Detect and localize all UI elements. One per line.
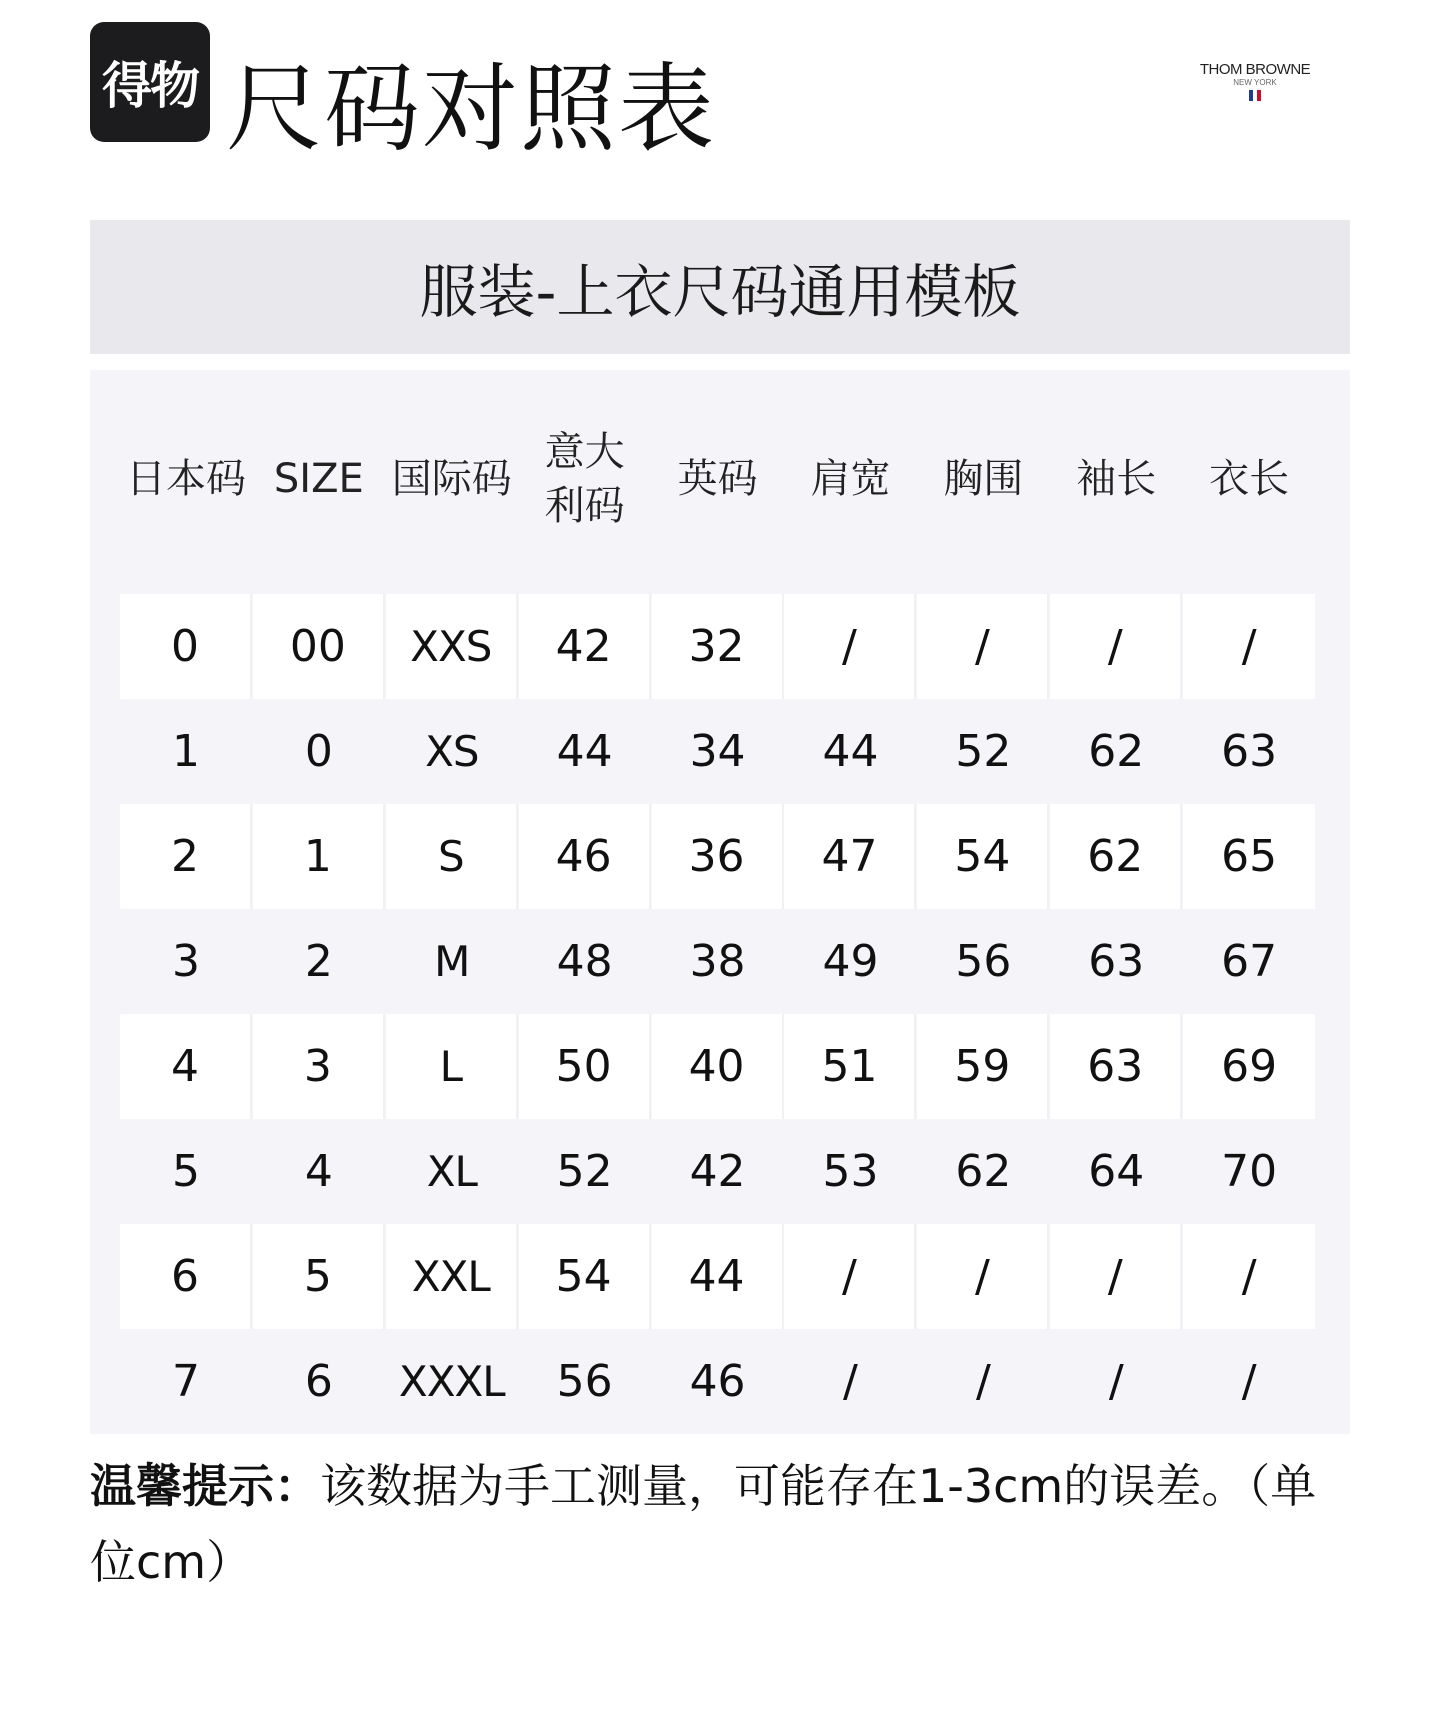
table-cell: / (784, 1224, 916, 1329)
table-cell: 62 (1050, 804, 1182, 909)
table-row (120, 804, 1316, 909)
table-cell: 62 (1088, 726, 1145, 777)
size-table (90, 370, 1350, 1434)
table-cell: 63 (1050, 1014, 1182, 1119)
tip-label: 温馨提示： (90, 1459, 320, 1513)
brand-sub: NEW YORK (1233, 78, 1277, 87)
table-cell: 5 (172, 1146, 200, 1197)
tip-text: 该数据为手工测量，可能存在1-3cm的误差。（单位cm） (90, 1459, 1317, 1589)
table-cell: 32 (652, 594, 784, 699)
column-header: 袖长 (1076, 456, 1157, 502)
table-cell: / (1050, 594, 1182, 699)
column-header: 日本码 (125, 456, 246, 502)
table-cell: 56 (556, 1356, 613, 1407)
table-cell: 42 (519, 594, 651, 699)
table-cell: 52 (556, 1146, 613, 1197)
column-header: 英码 (677, 456, 758, 502)
table-cell: 4 (304, 1146, 333, 1197)
table-cell: XXL (386, 1224, 518, 1329)
tricolor-flag-icon (1249, 90, 1261, 101)
table-cell: 5 (253, 1224, 385, 1329)
table-cell: 44 (822, 726, 879, 777)
table-row (120, 1224, 1316, 1329)
brand-logo (1190, 62, 1320, 101)
table-row (120, 1119, 1316, 1224)
table-cell: 44 (556, 726, 613, 777)
column-header: SIZE (273, 456, 364, 502)
table-cell: 0 (120, 594, 252, 699)
table-cell: 40 (652, 1014, 784, 1119)
table-cell: 42 (689, 1146, 746, 1197)
table-cell: 63 (1088, 936, 1145, 987)
table-cell: / (1050, 1224, 1182, 1329)
table-cell: XL (426, 1147, 477, 1196)
table-cell: 38 (689, 936, 746, 987)
table-cell: 48 (556, 936, 613, 987)
table-cell: 54 (519, 1224, 651, 1329)
table-cell: 1 (253, 804, 385, 909)
column-header: 胸围 (943, 456, 1024, 502)
table-cell: / (917, 1224, 1049, 1329)
table-cell: 6 (304, 1356, 333, 1407)
app-logo (90, 22, 210, 142)
table-row (120, 594, 1316, 699)
subtitle-bar (90, 220, 1350, 354)
column-header: 国际码 (391, 456, 512, 502)
table-cell: 52 (955, 726, 1012, 777)
header (90, 22, 1350, 172)
table-cell: 00 (253, 594, 385, 699)
table-cell: 44 (652, 1224, 784, 1329)
table-cell: 63 (1221, 726, 1278, 777)
table-row (120, 909, 1316, 1014)
table-cell: 62 (955, 1146, 1012, 1197)
table-cell: 54 (917, 804, 1049, 909)
table-cell: 46 (689, 1356, 746, 1407)
table-cell: 56 (955, 936, 1012, 987)
table-cell: / (1183, 594, 1315, 699)
table-cell: / (1183, 1224, 1315, 1329)
table-cell: 3 (172, 936, 200, 987)
table-cell: 51 (784, 1014, 916, 1119)
table-cell: / (975, 1356, 991, 1407)
table-cell: / (917, 594, 1049, 699)
app-logo-text: 得物 (102, 57, 198, 115)
column-header: 意大利码 (544, 429, 625, 529)
table-row (120, 1329, 1316, 1434)
table-cell: 7 (172, 1356, 200, 1407)
table-header-row (120, 370, 1316, 588)
table-cell: 1 (172, 726, 200, 777)
table-cell: XXS (386, 594, 518, 699)
column-header: 衣长 (1209, 456, 1290, 502)
table-cell: XXXL (398, 1357, 505, 1406)
table-cell: / (1241, 1356, 1257, 1407)
brand-name: THOM BROWNE (1199, 61, 1311, 78)
table-cell: 46 (519, 804, 651, 909)
table-cell: 6 (120, 1224, 252, 1329)
table-cell: 64 (1088, 1146, 1145, 1197)
tip-note (90, 1448, 1350, 1600)
table-cell: 49 (822, 936, 879, 987)
page-title: 尺码对照表 (226, 53, 716, 165)
table-cell: 70 (1221, 1146, 1278, 1197)
table-cell: / (1108, 1356, 1124, 1407)
table-cell: 47 (784, 804, 916, 909)
table-subtitle: 服装-上衣尺码通用模板 (419, 258, 1021, 326)
table-cell: 36 (652, 804, 784, 909)
table-cell: 2 (304, 936, 333, 987)
table-cell: 59 (917, 1014, 1049, 1119)
column-header: 肩宽 (810, 456, 891, 502)
table-cell: 67 (1221, 936, 1278, 987)
table-cell: 65 (1183, 804, 1315, 909)
table-body (120, 594, 1316, 1434)
table-cell: 53 (822, 1146, 879, 1197)
table-cell: L (386, 1014, 518, 1119)
table-cell: S (386, 804, 518, 909)
table-row (120, 699, 1316, 804)
table-cell: 3 (253, 1014, 385, 1119)
table-row (120, 1014, 1316, 1119)
table-cell: / (843, 1356, 858, 1407)
table-cell: / (784, 594, 916, 699)
table-cell: 2 (120, 804, 252, 909)
table-cell: 0 (304, 726, 333, 777)
table-cell: XS (425, 727, 479, 776)
table-cell: 4 (120, 1014, 252, 1119)
table-cell: 69 (1183, 1014, 1315, 1119)
table-cell: 50 (519, 1014, 651, 1119)
table-cell: 34 (689, 726, 746, 777)
table-cell: M (434, 937, 470, 986)
